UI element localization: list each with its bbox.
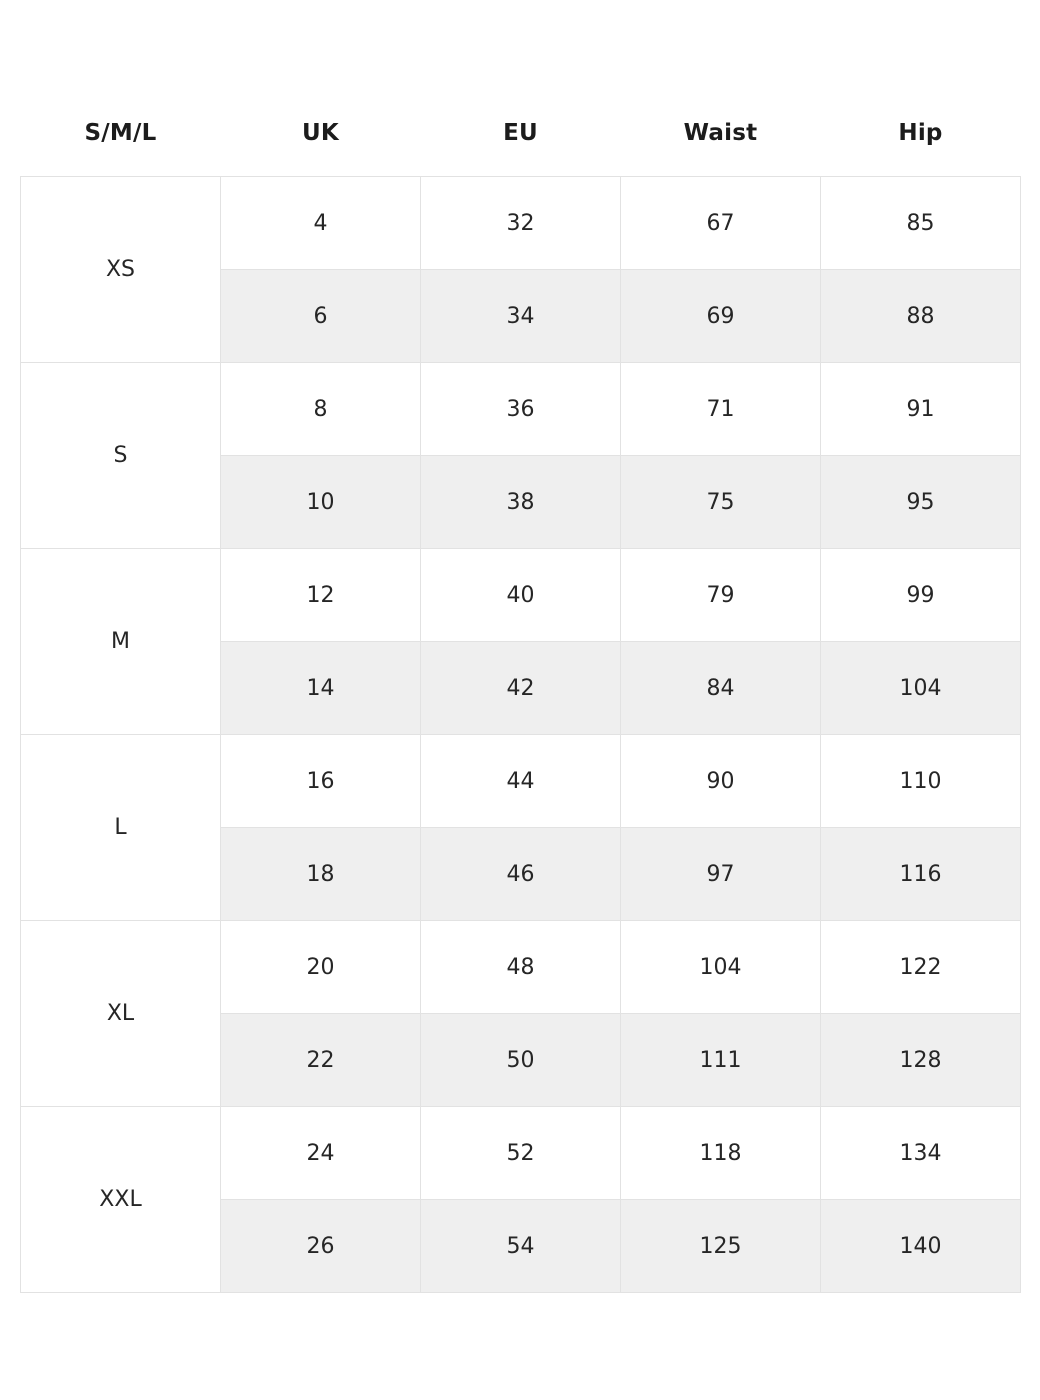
size-label-cell: L [21, 735, 221, 921]
waist-cell: 79 [621, 549, 821, 642]
waist-cell: 90 [621, 735, 821, 828]
table-row [21, 549, 1021, 642]
eu-cell: 40 [421, 549, 621, 642]
waist-cell: 97 [621, 828, 821, 921]
size-label-cell: M [21, 549, 221, 735]
uk-cell: 12 [221, 549, 421, 642]
table-row [21, 177, 1021, 270]
waist-cell: 75 [621, 456, 821, 549]
eu-cell: 52 [421, 1107, 621, 1200]
uk-cell: 16 [221, 735, 421, 828]
size-label-cell: S [21, 363, 221, 549]
hip-cell: 122 [821, 921, 1021, 1014]
uk-cell: 20 [221, 921, 421, 1014]
waist-cell: 104 [621, 921, 821, 1014]
uk-cell: 6 [221, 270, 421, 363]
size-chart-table [20, 120, 1021, 1293]
size-label-cell: XS [21, 177, 221, 363]
hip-cell: 99 [821, 549, 1021, 642]
column-header-waist: Waist [683, 120, 758, 146]
uk-cell: 8 [221, 363, 421, 456]
table-header [21, 120, 1021, 177]
column-header-size: S/M/L [84, 120, 157, 146]
uk-cell: 18 [221, 828, 421, 921]
header-row [21, 120, 1021, 177]
eu-cell: 38 [421, 456, 621, 549]
hip-cell: 134 [821, 1107, 1021, 1200]
uk-cell: 10 [221, 456, 421, 549]
waist-cell: 71 [621, 363, 821, 456]
waist-cell: 69 [621, 270, 821, 363]
size-label-cell: XL [21, 921, 221, 1107]
eu-cell: 36 [421, 363, 621, 456]
column-header-eu: EU [503, 120, 538, 146]
hip-cell: 95 [821, 456, 1021, 549]
uk-cell: 14 [221, 642, 421, 735]
eu-cell: 50 [421, 1014, 621, 1107]
hip-cell: 104 [821, 642, 1021, 735]
table-body [21, 177, 1021, 1293]
table-row [21, 921, 1021, 1014]
eu-cell: 54 [421, 1200, 621, 1293]
hip-cell: 91 [821, 363, 1021, 456]
eu-cell: 44 [421, 735, 621, 828]
table-row [21, 735, 1021, 828]
waist-cell: 84 [621, 642, 821, 735]
hip-cell: 116 [821, 828, 1021, 921]
hip-cell: 140 [821, 1200, 1021, 1293]
waist-cell: 67 [621, 177, 821, 270]
eu-cell: 46 [421, 828, 621, 921]
eu-cell: 34 [421, 270, 621, 363]
hip-cell: 88 [821, 270, 1021, 363]
waist-cell: 118 [621, 1107, 821, 1200]
size-label-cell: XXL [21, 1107, 221, 1293]
uk-cell: 24 [221, 1107, 421, 1200]
eu-cell: 32 [421, 177, 621, 270]
waist-cell: 111 [621, 1014, 821, 1107]
column-header-uk: UK [302, 120, 339, 146]
uk-cell: 26 [221, 1200, 421, 1293]
hip-cell: 85 [821, 177, 1021, 270]
eu-cell: 48 [421, 921, 621, 1014]
uk-cell: 4 [221, 177, 421, 270]
hip-cell: 128 [821, 1014, 1021, 1107]
eu-cell: 42 [421, 642, 621, 735]
hip-cell: 110 [821, 735, 1021, 828]
column-header-hip: Hip [898, 120, 943, 146]
waist-cell: 125 [621, 1200, 821, 1293]
uk-cell: 22 [221, 1014, 421, 1107]
table-row [21, 363, 1021, 456]
table-row [21, 1107, 1021, 1200]
